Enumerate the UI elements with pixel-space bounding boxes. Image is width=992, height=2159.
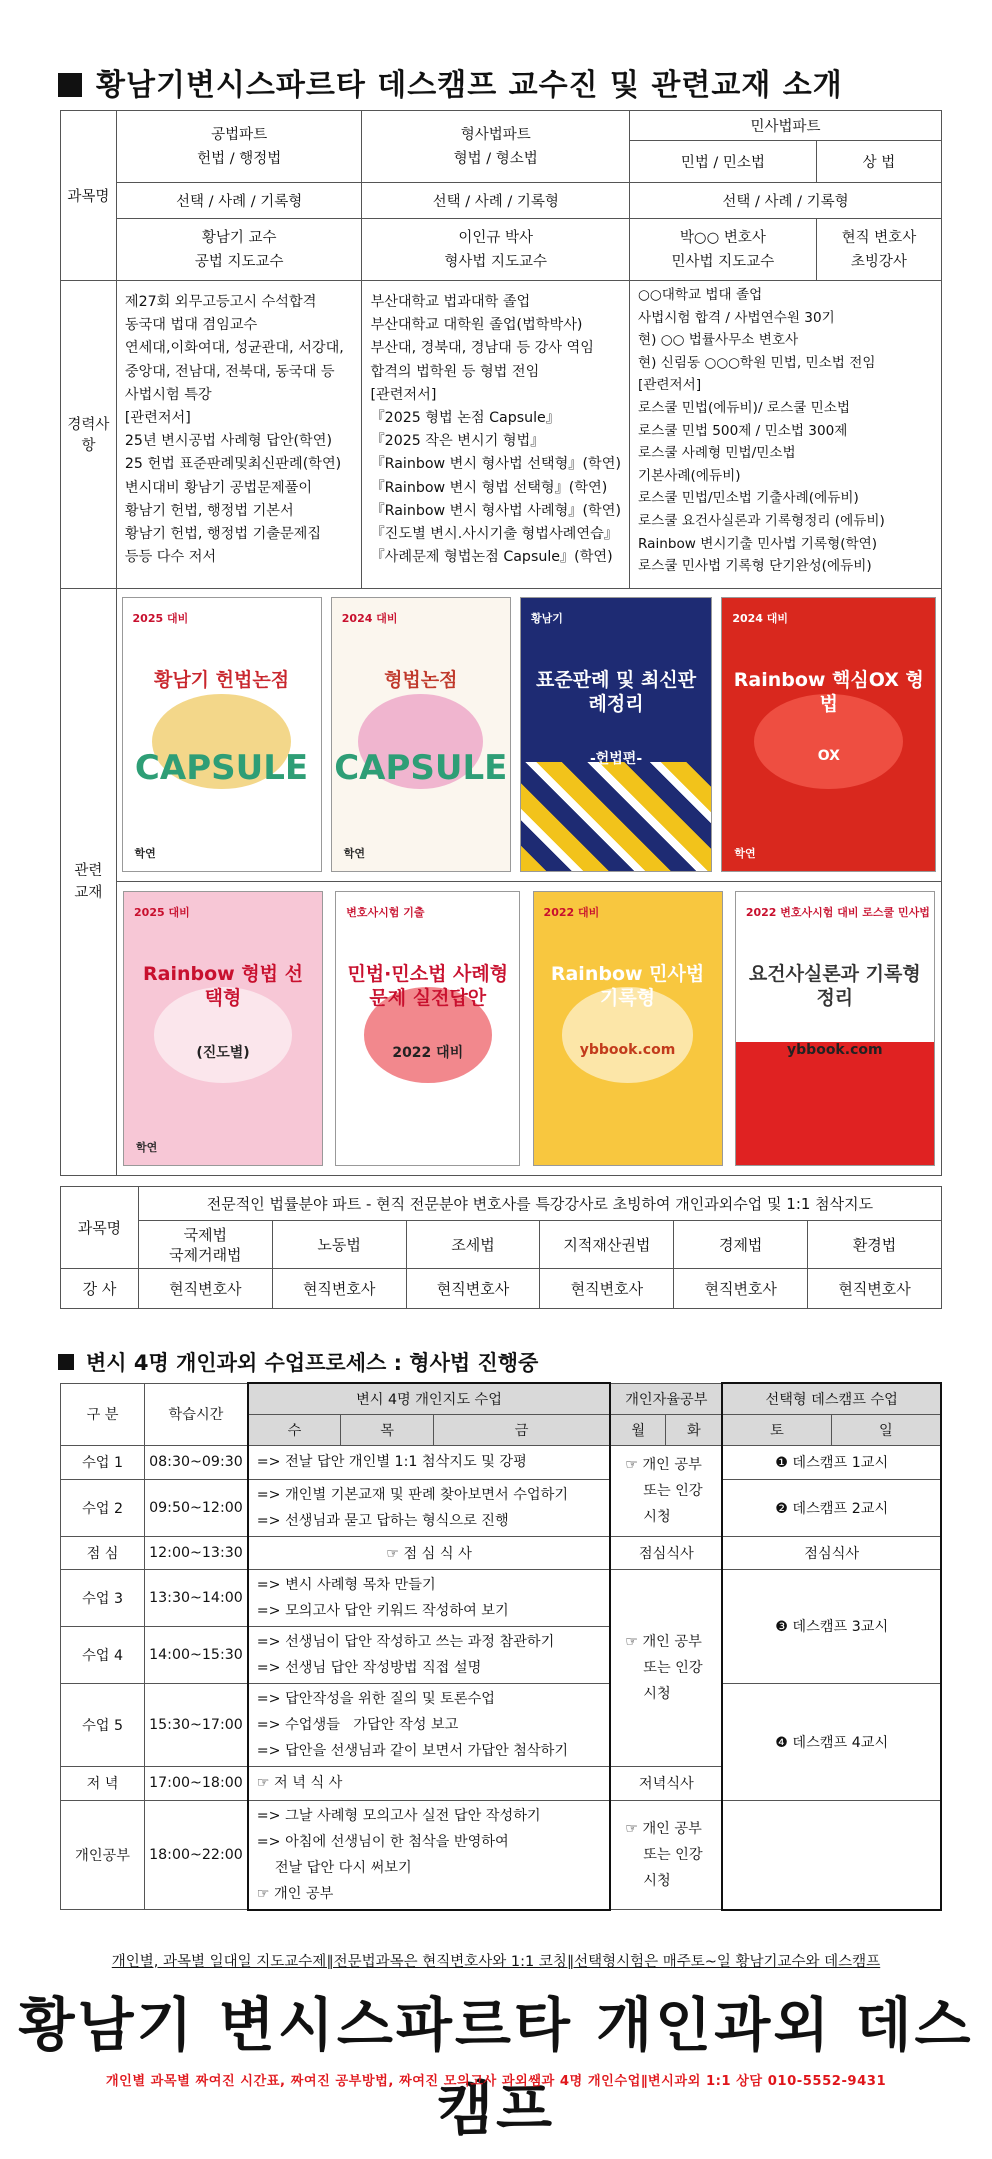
book-edition: 2025 대비 [134,905,190,919]
day-wed: 수 [248,1414,341,1445]
text-line: 변시대비 황남기 공법문제풀이 [124,479,313,496]
text-line: ○○대학교 법대 졸업 [637,287,763,303]
career-label: 경력사항 [61,281,117,589]
part-subjects: 헌법 / 행정법 [197,150,282,167]
header-main-class: 변시 4명 개인지도 수업 [248,1383,610,1414]
text-line: 부산대학교 대학원 졸업(법학박사) [370,317,583,334]
day-tue: 화 [666,1414,723,1445]
text-line: 황남기 헌법, 행정법 기본서 [124,502,294,519]
text-line: 또는 인강 시청 [643,1482,703,1525]
text-line: 『2025 형법 논점 Capsule』 [370,410,560,427]
exam-type: 선택 / 사례 / 기록형 [116,183,362,219]
part-subjects: 상 법 [816,141,941,183]
header-death-camp: 선택형 데스캠프 수업 [722,1383,941,1414]
text-line: 로스쿨 민법/민소법 기출사례(에듀비) [637,490,859,507]
text-line: 『사례문제 형법논점 Capsule』(학연) [370,549,613,566]
book-subtitle: CAPSULE [134,748,309,789]
schedule-table [60,1382,942,1911]
part-subjects: 민법 / 민소법 [629,141,816,183]
text-line: 또는 인강 시청 [643,1659,703,1702]
book-edition: 2022 대비 [543,905,600,919]
text-line: 로스쿨 요건사실론과 기록형정리 (에듀비) [637,512,885,529]
book-subtitle: ybbook.com [579,1041,676,1058]
book-subtitle: CAPSULE [334,748,508,789]
day-fri: 금 [434,1414,611,1445]
professor-name: 황남기 교수 [201,229,277,246]
career-list [629,281,941,589]
text-line: => 수업생들 가답안 작성 보고 [256,1716,459,1733]
text-line: 현) 신림동 ○○○학원 민법, 민소법 전임 [637,354,876,371]
exam-type: 선택 / 사례 / 기록형 [362,183,630,219]
self-study-cell [610,1800,722,1910]
text-line: 중앙대, 전남대, 전북대, 동국대 등 [124,363,335,380]
text-line: ☞ 개인 공부 [256,1885,334,1902]
row-division: 저 녁 [61,1766,145,1800]
row-division: 수업 2 [61,1479,145,1536]
text-line: 부산대, 경북대, 경남대 등 강사 역임 [370,340,594,357]
row-time: 17:00~18:00 [145,1766,248,1800]
book-edition: 2024 대비 [341,612,398,626]
book-publisher: 학연 [734,847,756,861]
text-line: 『2025 작은 변시기 형법』 [370,433,545,450]
text-line: => 선생님과 묻고 답하는 형식으로 진행 [256,1512,509,1529]
text-line: [관련저서] [637,377,702,394]
subject-cell: 경제법 [674,1221,808,1269]
self-study-cell [610,1445,722,1536]
text-line: => 선생님 답안 작성방법 직접 설명 [256,1659,482,1676]
book-subtitle: -헌법편- [589,751,643,768]
book-publisher: 학연 [343,847,366,861]
self-study-cell [610,1569,722,1766]
header-time: 학습시간 [145,1383,248,1445]
text-line: [관련저서] [370,386,437,403]
professor-role: 민사법 지도교수 [671,253,775,270]
book-subtitle: (진도별) [196,1044,250,1061]
text-line: 부산대학교 법과대학 졸업 [370,294,531,310]
book-title: 요건사실론과 기록형 정리 [748,962,921,1009]
text-line: 로스쿨 민법 500제 / 민소법 300제 [637,422,848,439]
text-line: 동국대 법대 겸임교수 [124,317,258,334]
text-line: 사법시험 특강 [124,386,212,403]
subject-cell: 환경법 [808,1221,942,1269]
subject-cell: 노동법 [272,1221,406,1269]
class-content [248,1569,610,1626]
day-sat: 토 [722,1414,831,1445]
professor-name: 이인규 박사 [458,229,534,246]
professor-role: 공법 지도교수 [194,253,284,270]
class-content [248,1683,610,1766]
part-name: 형사법파트 [460,126,531,143]
book-publisher: 학연 [136,1140,158,1154]
section-title: 변시 4명 개인과외 수업프로세스 : 형사법 진행중 [58,1347,538,1377]
camp-session: ❶ 데스캠프 1교시 [722,1445,941,1479]
dinner-cell: 저녁식사 [610,1766,722,1800]
camp-session: ❸ 데스캠프 3교시 [722,1569,941,1683]
teacher-cell: 현직변호사 [138,1269,272,1309]
text-line: 25 헌법 표준판례및최신판례(학연) [124,456,342,473]
text-line: => 모의고사 답안 키워드 작성하여 보기 [256,1602,509,1619]
text-line: ☞ 개인 공부 [625,1456,702,1473]
book-title: Rainbow 핵심OX 형법 [733,669,924,716]
row-division: 수업 1 [61,1445,145,1479]
class-content [248,1445,610,1479]
square-bullet-icon [58,1354,74,1370]
text-line: ☞ 개인 공부 [625,1820,702,1837]
book-edition: 2022 변호사시험 대비 로스쿨 민사법 [745,905,930,919]
teacher-label: 강 사 [61,1269,139,1309]
text-line: => 그날 사례형 모의고사 실전 답안 작성하기 [256,1807,541,1824]
teacher-cell: 현직변호사 [808,1269,942,1309]
special-lecture-table [60,1186,942,1309]
book-edition: 변호사시험 기출 [346,905,425,919]
class-content [248,1626,610,1683]
book-title: Rainbow 형법 선택형 [143,962,304,1009]
book-subtitle: ybbook.com [787,1041,883,1058]
teacher-cell: 현직변호사 [406,1269,540,1309]
career-list [116,281,362,589]
day-thu: 목 [341,1414,434,1445]
text-line: => 아침에 선생님이 한 첨삭을 반영하여 [256,1833,509,1850]
professor-role: 형사법 지도교수 [444,253,548,270]
row-division: 수업 5 [61,1683,145,1766]
text-line: 로스쿨 민법(에듀비)/ 로스쿨 민소법 [637,399,850,416]
book-edition: 황남기 [531,612,563,626]
book-title: 표준판례 및 최신판례정리 [536,669,697,716]
subject-cell: 국제법 국제거래법 [138,1221,272,1269]
teacher-cell: 현직변호사 [540,1269,674,1309]
row-time: 09:50~12:00 [145,1479,248,1536]
text-line: 25년 변시공법 사례형 답안(학연) [124,433,333,450]
book-cover [335,891,520,1166]
text-line: 『진도별 변시.사시기출 형법사례연습』 [370,526,618,543]
row-time: 08:30~09:30 [145,1445,248,1479]
exam-type: 선택 / 사례 / 기록형 [629,183,941,219]
book-cover [520,597,712,872]
text-line: 사법시험 합격 / 사법연수원 30기 [637,309,835,326]
lunch-cell: 점심식사 [610,1536,722,1569]
book-cover [123,891,323,1166]
book-subtitle: 2022 대비 [392,1044,464,1061]
subject-label: 과목명 [61,111,117,281]
header-self-study: 개인자율공부 [610,1383,722,1414]
text-line: 『Rainbow 변시 형사법 선택형』(학연) [370,456,621,473]
lunch-cell: ☞ 점 심 식 사 [248,1536,610,1569]
text-line: 로스쿨 사례형 민법/민소법 [637,445,796,462]
lecture-description: 전문적인 법률분야 파트 - 현직 전문분야 변호사를 특강강사로 초빙하여 개인과외수업 및 1:1 첨삭지도 [138,1187,941,1221]
brand-title: 황남기 변시스파르타 개인과외 데스캠프 [18,1991,974,2143]
text-line: 전날 답안 다시 써보기 [256,1859,412,1876]
text-line: 황남기 헌법, 행정법 기출문제집 [124,526,322,543]
text-line: => 개인별 기본교재 및 판례 찾아보면서 수업하기 [256,1486,569,1503]
text-line: 로스쿨 민사법 기록형 단기완성(에듀비) [637,558,872,575]
class-content [248,1800,610,1910]
book-cover [122,597,322,872]
text-line: 『Rainbow 변시 형사법 사례형』(학연) [370,502,621,519]
footer-note: 개인별, 과목별 일대일 지도교수제∥전문법과목은 현직변호사와 1:1 코칭∥선택형시험은 매주토~일 황남기교수와 데스캠프 [111,1954,881,1970]
cover-decoration [736,1042,934,1165]
subject-cell: 조세법 [406,1221,540,1269]
text-line: 또는 인강 시청 [643,1846,703,1889]
book-cover [735,891,935,1166]
text-line: 『Rainbow 변시 형법 선택형』(학연) [370,479,608,496]
text-line: 연세대,이화여대, 성균관대, 서강대, [124,340,344,357]
camp-session: ❷ 데스캠프 2교시 [722,1479,941,1536]
cover-decoration [521,762,711,871]
text-line: => 전날 답안 개인별 1:1 첨삭지도 및 강평 [256,1454,527,1470]
book-cover [533,891,723,1166]
row-division: 개인공부 [61,1800,145,1910]
book-publisher: 학연 [134,847,156,861]
day-mon: 월 [610,1414,666,1445]
text-line: 기본사례(에듀비) [637,467,741,484]
day-sun: 일 [831,1414,941,1445]
subject-label: 과목명 [61,1187,139,1269]
text-line: => 선생님이 답안 작성하고 쓰는 과정 참관하기 [256,1633,555,1650]
book-edition: 2024 대비 [732,612,789,626]
text-line: [관련저서] [124,410,191,427]
row-time: 15:30~17:00 [145,1683,248,1766]
empty-cell [722,1800,941,1910]
row-division: 수업 3 [61,1569,145,1626]
text-line: => 답안작성을 위한 질의 및 토론수업 [256,1690,495,1707]
text-line: Rainbow 변시기출 민사법 기록형(학연) [637,535,878,552]
text-line: 합격의 법학원 등 형법 전임 [370,363,540,380]
book-edition: 2025 대비 [132,612,189,626]
row-division: 점 심 [61,1536,145,1569]
book-title: 민법·민소법 사례형 문제 실전답안 [347,962,509,1009]
book-cover [721,597,936,872]
faculty-table [60,110,942,1176]
professor-role: 초빙강사 [850,253,907,270]
text-line: 현) ○○ 법률사무소 변호사 [637,332,799,349]
teacher-cell: 현직변호사 [674,1269,808,1309]
teacher-cell: 현직변호사 [272,1269,406,1309]
dinner-cell: ☞ 저 녁 식 사 [248,1766,610,1800]
row-time: 18:00~22:00 [145,1800,248,1910]
professor-name: 박○○ 변호사 [679,229,766,246]
class-content [248,1479,610,1536]
book-title: 형법논점 [384,669,458,692]
header-division: 구 분 [61,1383,145,1445]
book-cover [331,597,511,872]
part-subjects: 형법 / 형소법 [453,150,538,167]
text-line: => 변시 사례형 목차 만들기 [256,1576,436,1593]
row-division: 수업 4 [61,1626,145,1683]
row-time: 12:00~13:30 [145,1536,248,1569]
book-subtitle: OX [817,748,840,765]
part-name: 민사법파트 [629,111,941,141]
lunch-cell: 점심식사 [722,1536,941,1569]
career-list [362,281,630,589]
subject-cell: 지적재산권법 [540,1221,674,1269]
part-name: 공법파트 [211,126,268,143]
text-line: ☞ 개인 공부 [625,1633,702,1650]
text-line: 등등 다수 저서 [124,549,217,566]
row-time: 14:00~15:30 [145,1626,248,1683]
book-title: 황남기 헌법논점 [153,669,290,692]
text-line: 제27회 외무고등고시 수석합격 [124,294,317,310]
books-label: 관련 교재 [61,588,117,1175]
row-time: 13:30~14:00 [145,1569,248,1626]
camp-session: ❹ 데스캠프 4교시 [722,1683,941,1800]
square-bullet-icon [58,73,82,97]
professor-name: 현직 변호사 [841,229,917,246]
page-title: 황남기변시스파르타 데스캠프 교수진 및 관련교재 소개 [58,60,843,104]
contact-line: 개인별 과목별 짜여진 시간표, 짜여진 공부방법, 짜여진 모의고사 과외쌤과 4명 개인수업∥변시과외 1:1 상담 010-5552-9431 [105,2074,887,2089]
text-line: => 답안을 선생님과 같이 보면서 가답안 첨삭하기 [256,1742,569,1759]
book-title: Rainbow 민사법 기록형 [550,962,705,1009]
